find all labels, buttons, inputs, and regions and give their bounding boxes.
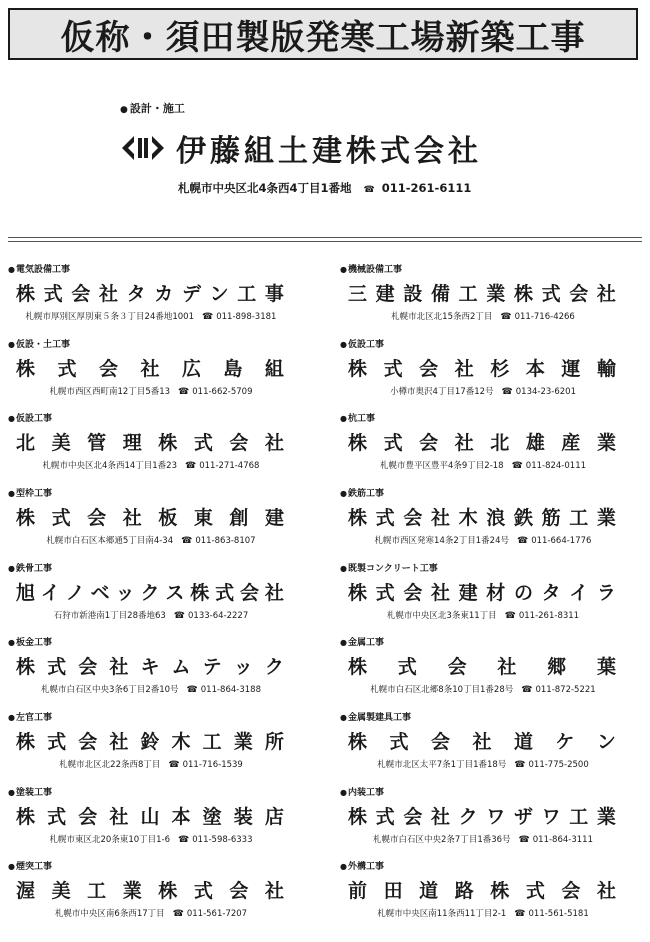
- entry-address-line: [8, 758, 294, 770]
- entry-address-line: [340, 907, 626, 919]
- entry-name: 株 式 会 社 タ カ デ ン 工 事: [16, 283, 284, 305]
- phone-icon: ☎: [181, 535, 193, 546]
- entry-name: 株 式 会 社 木 浪 鉄 筋 工 業: [348, 506, 616, 529]
- entry-address-line: [8, 310, 294, 322]
- entry-address: 札幌市白石区中央3条6丁目2番10号: [41, 685, 179, 696]
- phone-icon: ☎: [501, 386, 513, 397]
- phone-icon: ☎: [363, 185, 375, 195]
- phone-icon: ☎: [504, 610, 516, 621]
- entry-role: ● 機械設備工事: [340, 262, 642, 275]
- phone-icon: ☎: [514, 909, 526, 920]
- entry-address-line: [8, 534, 294, 546]
- entry-tel: 011-898-3181: [216, 312, 277, 322]
- contractor-name: 伊藤組土建株式会社: [176, 134, 482, 169]
- entry-address-line: [340, 833, 626, 845]
- phone-icon: ☎: [511, 461, 523, 472]
- entry-address: 札幌市白石区本郷通5丁目南4-34: [46, 535, 174, 546]
- main-contractor: [120, 100, 580, 196]
- list-item: [8, 486, 310, 561]
- entry-address-line: [8, 459, 294, 471]
- list-item: [340, 859, 642, 934]
- entry-tel: 011-872-5221: [535, 685, 596, 696]
- entry-name: 株 式 会 社 道 ケ ン: [348, 730, 616, 753]
- entry-name: 株 式 会 社 キ ム テ ッ ク: [16, 656, 284, 679]
- entry-address: 札幌市厚別区厚別東５条３丁目24番地1001: [25, 312, 194, 322]
- entry-name: 北 美 管 理 株 式 会 社: [16, 432, 284, 455]
- entry-tel: 011-864-3111: [532, 834, 593, 845]
- divider: [8, 237, 642, 238]
- entry-tel: 011-662-5709: [192, 386, 253, 397]
- entry-role: ● 塗装工事: [8, 785, 310, 798]
- entry-tel: 011-863-8107: [195, 535, 256, 546]
- list-item: [8, 635, 310, 710]
- phone-icon: ☎: [172, 909, 184, 920]
- phone-icon: ☎: [517, 535, 529, 546]
- entry-name: 株 式 会 社 郷 葉: [348, 656, 616, 679]
- entry-tel: 011-598-6333: [192, 834, 253, 845]
- entry-address: 札幌市中央区南11条西11丁目2-1: [377, 909, 507, 920]
- entry-name: 株 式 会 社 建 材 の タ イ ラ: [348, 581, 616, 604]
- list-item: [340, 710, 642, 785]
- list-item: [8, 262, 310, 337]
- phone-icon: ☎: [521, 685, 533, 696]
- entry-role: ● 鉄骨工事: [8, 561, 310, 574]
- entry-name: 株 式 会 社 ク ワ ザ ワ 工 業: [348, 805, 616, 828]
- entry-address-line: [8, 907, 294, 919]
- list-item: [8, 411, 310, 486]
- entry-name: 株 式 会 社 鈴 木 工 業 所: [16, 730, 284, 753]
- entry-role: ● 煙突工事: [8, 859, 310, 872]
- entry-name: 株 式 会 社 広 島 組: [16, 357, 284, 380]
- entry-address: 札幌市中央区北4条西14丁目1番23: [42, 461, 177, 472]
- entry-role: ● 仮設工事: [340, 337, 642, 350]
- entry-tel: 011-561-5181: [528, 909, 589, 920]
- list-item: [8, 561, 310, 636]
- entry-role: ● 金属工事: [340, 635, 642, 648]
- entry-role: ● 杭工事: [340, 411, 642, 424]
- entry-address: 札幌市西区西町南12丁目5番13: [49, 386, 171, 397]
- entry-address: 札幌市豊平区豊平4条9丁目2-18: [379, 461, 504, 472]
- entry-address: 札幌市北区北15条西2丁目: [391, 312, 493, 322]
- phone-icon: ☎: [168, 759, 180, 770]
- entry-name: 渥 美 工 業 株 式 会 社: [16, 880, 284, 903]
- title-box: [8, 8, 638, 60]
- contractor-address-line: [120, 180, 580, 196]
- entry-name: 三 建 設 備 工 業 株 式 会 社: [348, 283, 616, 305]
- phone-icon: ☎: [185, 461, 197, 472]
- entry-address: 札幌市西区発寒14条2丁目1番24号: [374, 535, 509, 546]
- entry-role: ● 仮設・土工事: [8, 337, 310, 350]
- entry-role: ● 電気設備工事: [8, 262, 310, 275]
- entry-address: 小樽市奥沢4丁目17番12号: [390, 386, 494, 397]
- list-item: [8, 710, 310, 785]
- list-item: [340, 411, 642, 486]
- entry-address-line: [8, 833, 294, 845]
- entry-address: 札幌市中央区南6条西17丁目: [54, 909, 165, 920]
- phone-icon: ☎: [173, 610, 186, 621]
- phone-icon: ☎: [514, 759, 526, 770]
- entry-role: ● 鉄筋工事: [340, 486, 642, 499]
- contractor-address: 札幌市中央区北4条西4丁目1番地: [178, 181, 352, 195]
- entry-tel: 0134-23-6201: [515, 386, 576, 397]
- list-item: [340, 262, 642, 337]
- list-item: [340, 635, 642, 710]
- divider: [8, 241, 642, 242]
- entry-tel: 011-261-8311: [518, 610, 580, 621]
- phone-icon: ☎: [500, 312, 512, 322]
- phone-icon: ☎: [518, 834, 530, 845]
- entry-name: 株 式 会 社 杉 本 運 輸: [348, 357, 616, 380]
- entry-address-line: [340, 609, 626, 621]
- entry-role: ● 外構工事: [340, 859, 642, 872]
- entry-address-line: [8, 385, 294, 397]
- entry-address: 札幌市白石区北郷8条10丁目1番28号: [370, 685, 514, 696]
- list-item: [8, 859, 310, 934]
- entry-address-line: [340, 534, 626, 546]
- entry-tel: 011-824-0111: [525, 461, 587, 472]
- entry-address: 札幌市中央区北3条東11丁目: [386, 610, 497, 621]
- entry-tel: 011-664-1776: [531, 535, 592, 546]
- entry-address-line: [340, 459, 626, 471]
- subcontractor-list: [8, 262, 642, 934]
- entry-role: ● 仮設工事: [8, 411, 310, 424]
- entry-tel: 011-271-4768: [199, 461, 260, 472]
- entry-address: 札幌市北区北22条西8丁目: [59, 759, 161, 770]
- entry-role: ● 板金工事: [8, 635, 310, 648]
- entry-tel: 011-716-1539: [182, 759, 243, 770]
- list-item: [8, 337, 310, 412]
- company-logo-icon: [120, 132, 166, 164]
- entry-address-line: [340, 310, 626, 322]
- entry-tel: 0133-64-2227: [188, 610, 249, 621]
- entry-address-line: [8, 609, 294, 621]
- entry-name: 株 式 会 社 山 本 塗 装 店: [16, 805, 284, 828]
- entry-tel: 011-775-2500: [528, 759, 589, 770]
- entry-address: 石狩市新港南1丁目28番地63: [53, 610, 166, 621]
- entry-name: 旭 イ ノ ベ ッ ク ス 株 式 会 社: [16, 581, 284, 604]
- entry-address: 札幌市白石区中央2条7丁目1番36号: [373, 834, 511, 845]
- phone-icon: ☎: [186, 685, 198, 696]
- page-title: 仮称・須田製版発寒工場新築工事: [60, 17, 586, 58]
- entry-name: 株 式 会 社 板 東 創 建: [16, 506, 284, 529]
- entry-role: ● 金属製建具工事: [340, 710, 642, 723]
- entry-address: 札幌市東区北20条東10丁目1-6: [49, 834, 171, 845]
- entry-name: 株 式 会 社 北 雄 産 業: [348, 432, 616, 455]
- list-item: [340, 561, 642, 636]
- entry-address: 札幌市北区太平7条1丁目1番18号: [377, 759, 507, 770]
- entry-tel: 011-864-3188: [200, 685, 261, 696]
- entry-role: ● 型枠工事: [8, 486, 310, 499]
- entry-address-line: [340, 683, 626, 695]
- phone-icon: ☎: [178, 834, 190, 845]
- entry-address-line: [8, 683, 294, 695]
- phone-icon: ☎: [178, 386, 190, 397]
- entry-role: ● 内装工事: [340, 785, 642, 798]
- entry-tel: 011-561-7207: [186, 909, 248, 920]
- contractor-tel: 011-261-6111: [381, 181, 472, 195]
- entry-address-line: [340, 758, 626, 770]
- list-item: [340, 337, 642, 412]
- entry-name: 前 田 道 路 株 式 会 社: [348, 880, 616, 903]
- entry-role: ● 左官工事: [8, 710, 310, 723]
- list-item: [8, 785, 310, 860]
- contractor-role: ● 設計・施工: [120, 100, 580, 116]
- list-item: [340, 785, 642, 860]
- entry-tel: 011-716-4266: [514, 312, 575, 322]
- list-item: [340, 486, 642, 561]
- entry-role: ● 既製コンクリート工事: [340, 561, 642, 574]
- phone-icon: ☎: [202, 312, 214, 322]
- entry-address-line: [340, 385, 626, 397]
